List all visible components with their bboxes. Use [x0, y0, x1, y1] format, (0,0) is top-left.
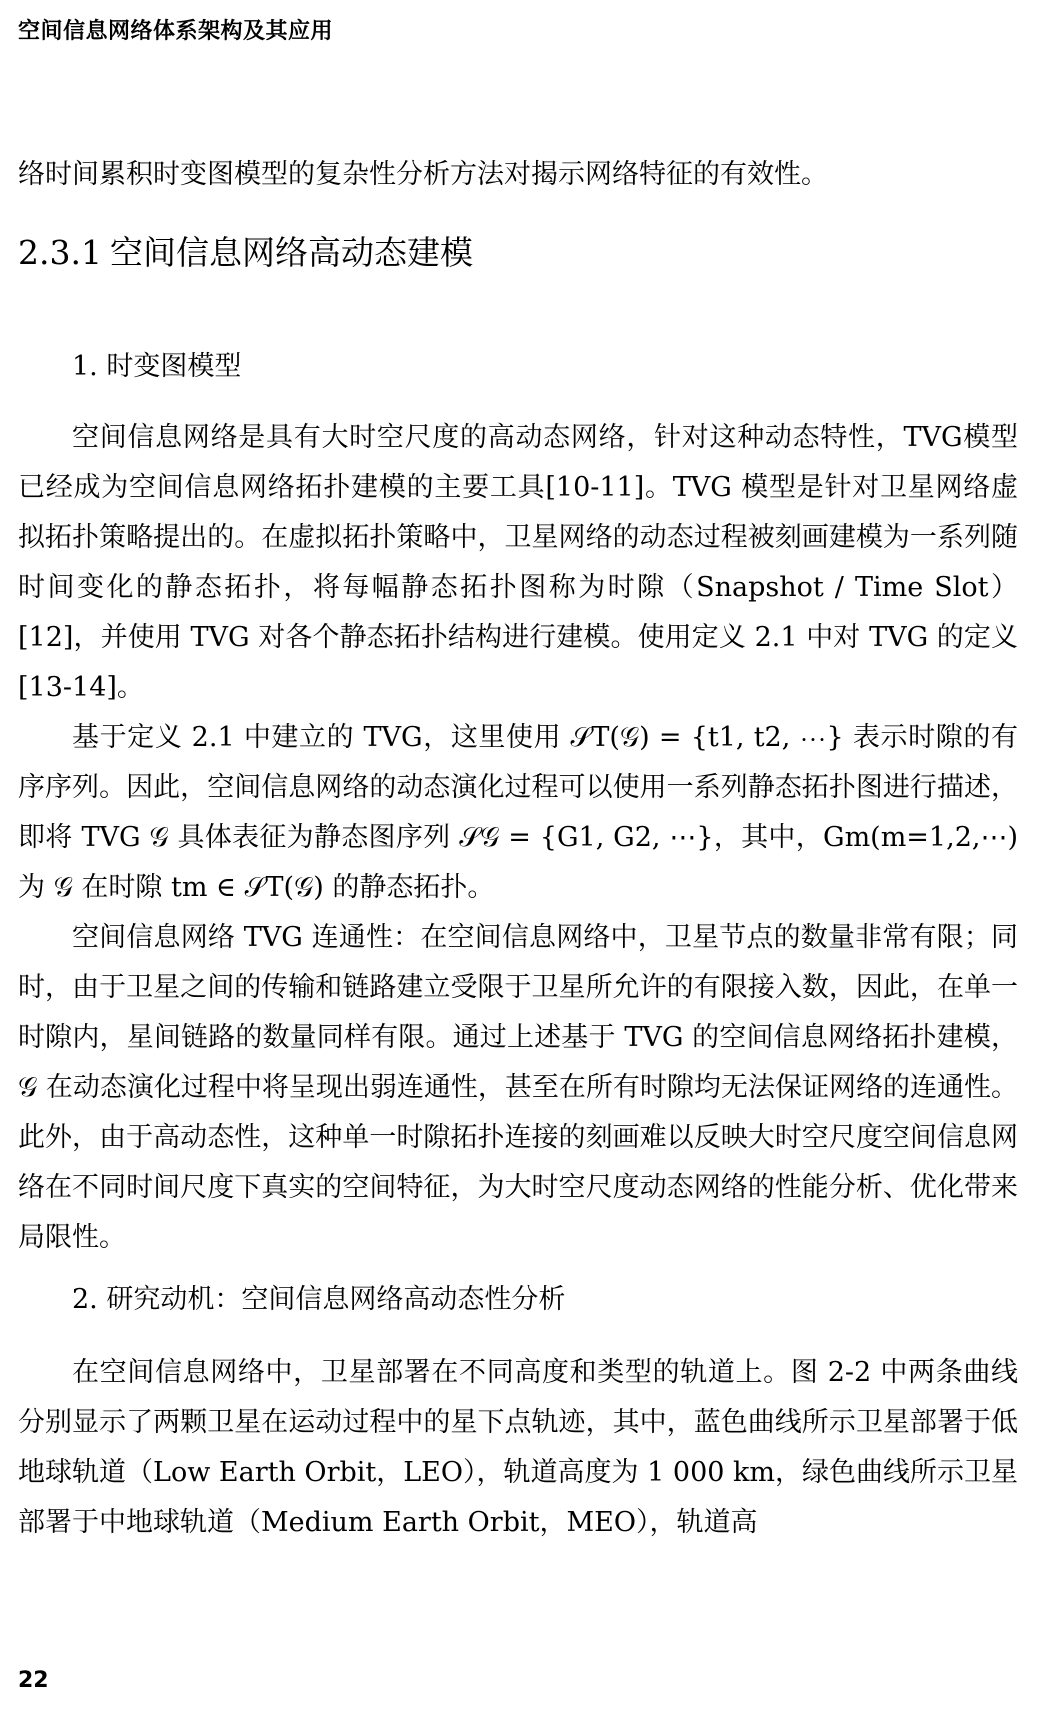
- subsection-title-2: 研究动机：空间信息网络高动态性分析: [106, 1284, 566, 1315]
- subsection-body-2: [18, 1348, 1018, 1548]
- lead-paragraph: 络时间累积时变图模型的复杂性分析方法对揭示网络特征的有效性。: [18, 159, 828, 190]
- subsection-number-1: 1.: [72, 351, 98, 382]
- lead-paragraph-block: [18, 150, 1018, 200]
- subsection-heading-1: [72, 345, 241, 389]
- subsection-body-1: [18, 413, 1018, 1263]
- running-head: 空间信息网络体系架构及其应用: [18, 19, 334, 44]
- paragraph: 基于定义 2.1 中建立的 TVG，这里使用 𝒮T(𝒢) = {t1, t2, ⋯} 表示时隙的有序序列。因此，空间信息网络的动态演化过程可以使用一系列静态拓扑图进行描述，即将 TVG 𝒢 具体表征为静态图序列 𝒮𝒢 = {G1, G2, ⋯}，其中，Gm(m=1,2,⋯)为 𝒢 在时隙 tm ∈ 𝒮T(𝒢) 的静态拓扑。: [18, 722, 1018, 903]
- section-title: 空间信息网络高动态建模: [110, 233, 473, 272]
- section-heading: [18, 228, 473, 278]
- paragraph: 空间信息网络 TVG 连通性：在空间信息网络中，卫星节点的数量非常有限；同时，由于卫星之间的传输和链路建立受限于卫星所允许的有限接入数，因此，在单一时隙内，星间链路的数量同样有限。通过上述基于 TVG 的空间信息网络拓扑建模，𝒢 在动态演化过程中将呈现出弱连通性，甚至在所有时隙均无法保证网络的连通性。此外，由于高动态性，这种单一时隙拓扑连接的刻画难以反映大时空尺度空间信息网络在不同时间尺度下真实的空间特征，为大时空尺度动态网络的性能分析、优化带来局限性。: [18, 922, 1018, 1253]
- subsection-heading-2: [72, 1278, 565, 1322]
- paragraph: 在空间信息网络中，卫星部署在不同高度和类型的轨道上。图 2-2 中两条曲线分别显示了两颗卫星在运动过程中的星下点轨迹，其中，蓝色曲线所示卫星部署于低地球轨道（Low Earth Orbit，LEO），轨道高度为 1 000 km，绿色曲线所示卫星部署于中地球轨道（Medium Earth Orbit，MEO），轨道高: [18, 1357, 1018, 1538]
- subsection-title-1: 时变图模型: [106, 351, 242, 382]
- page-number: 22: [18, 1668, 49, 1693]
- paragraph: 空间信息网络是具有大时空尺度的高动态网络，针对这种动态特性，TVG模型已经成为空间信息网络拓扑建模的主要工具[10-11]。TVG 模型是针对卫星网络虚拟拓扑策略提出的。在虚拟拓扑策略中，卫星网络的动态过程被刻画建模为一系列随时间变化的静态拓扑，将每幅静态拓扑图称为时隙（Snapshot / Time Slot）[12]，并使用 TVG 对各个静态拓扑结构进行建模。使用定义 2.1 中对 TVG 的定义[13-14]。: [18, 422, 1018, 703]
- subsection-number-2: 2.: [72, 1284, 98, 1315]
- section-number: 2.3.1: [18, 233, 102, 272]
